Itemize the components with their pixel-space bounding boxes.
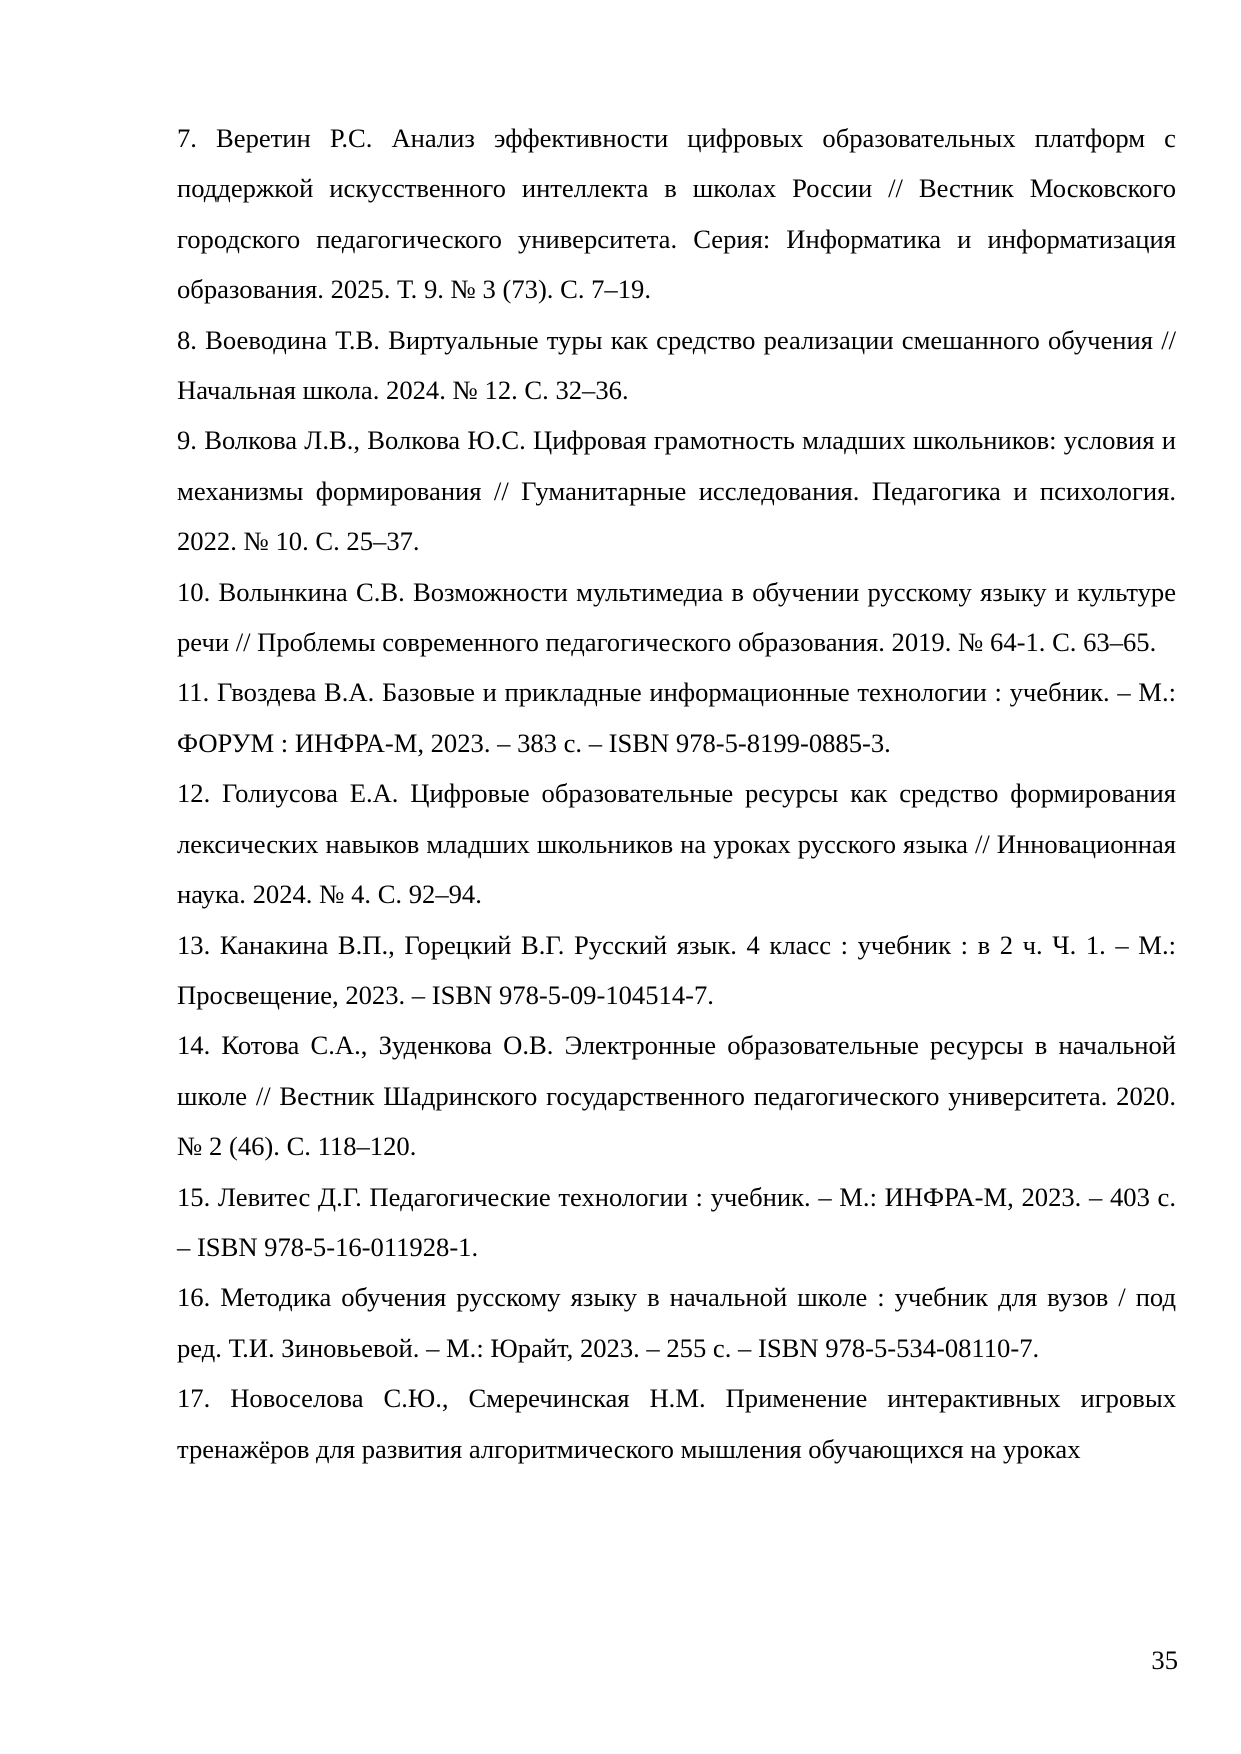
reference-item: 7. Веретин Р.С. Анализ эффективности цифровых образовательных платформ с поддержкой искусственного интеллекта в школах России // Вестник Московского городского педагогического университета. Серия: Информатика и информатизация образования. 2025. Т. 9. № 3 (73). С. 7–19. [177,123,1176,305]
reference-item: 9. Волкова Л.В., Волкова Ю.С. Цифровая грамотность младших школьников: условия и механизмы формирования // Гуманитарные исследования. Педагогика и психология. 2022. № 10. С. 25–37. [177,425,1176,557]
reference-item: 16. Методика обучения русскому языку в начальной школе : учебник для вузов / под ред. Т.И. Зиновьевой. – М.: Юрайт, 2023. – 255 с. – ISBN 978-5-534-08110-7. [177,1282,1176,1363]
reference-item: 13. Канакина В.П., Горецкий В.Г. Русский язык. 4 класс : учебник : в 2 ч. Ч. 1. – М.: Просвещение, 2023. – ISBN 978-5-09-104514-7. [177,929,1176,1010]
reference-item: 15. Левитес Д.Г. Педагогические технологии : учебник. – М.: ИНФРА-М, 2023. – 403 с. – ISBN 978-5-16-011928-1. [177,1181,1176,1262]
reference-item: 14. Котова С.А., Зуденкова О.В. Электронные образовательные ресурсы в начальной школе // Вестник Шадринского государственного педагогического университета. 2020. № 2 (46). С. 118–120. [177,1030,1176,1162]
reference-item: 12. Голиусова Е.А. Цифровые образовательные ресурсы как средство формирования лексических навыков младших школьников на уроках русского языка // Инновационная наука. 2024. № 4. С. 92–94. [177,778,1176,910]
reference-list [177,113,1176,1474]
page-number: 35 [1151,1645,1178,1675]
reference-item: 8. Воеводина Т.В. Виртуальные туры как средство реализации смешанного обучения // Начальная школа. 2024. № 12. С. 32–36. [177,324,1176,406]
reference-item: 11. Гвоздева В.А. Базовые и прикладные информационные технологии : учебник. – М.: ФОРУМ : ИНФРА-М, 2023. – 383 с. – ISBN 978-5-8199-0885-3. [177,677,1176,758]
reference-item: 10. Волынкина С.В. Возможности мультимедиа в обучении русскому языку и культуре речи // Проблемы современного педагогического образования. 2019. № 64-1. С. 63–65. [177,576,1176,658]
reference-item: 17. Новоселова С.Ю., Смеречинская Н.М. Применение интерактивных игровых тренажёров для развития алгоритмического мышления обучающихся на уроках [177,1383,1176,1464]
